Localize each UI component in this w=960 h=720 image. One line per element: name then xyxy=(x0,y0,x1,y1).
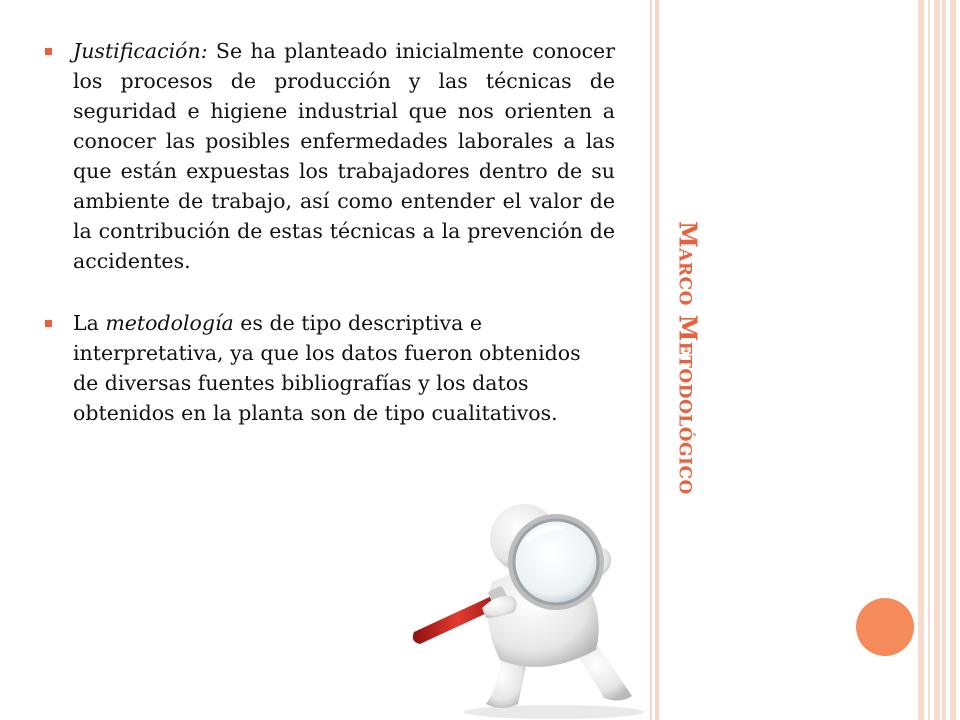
bullet-pre: La xyxy=(73,311,106,335)
edge-stripe-gap xyxy=(946,0,950,720)
edge-stripe-gap xyxy=(940,0,942,720)
divider-stripe xyxy=(655,0,659,720)
decorative-circle xyxy=(856,598,914,656)
slide-title: Marco Metodológico xyxy=(673,221,703,495)
edge-stripe xyxy=(934,0,956,720)
bullet-metodologia xyxy=(40,308,593,428)
bullet-text: Se ha planteado inicialmente conocer los procesos de producción y las técnicas de seguridad e higiene industrial que nos orienten a conocer las posibles enfermedades laborales a las que están expuestas los trabajadores dentro de su ambiente de trabajo, así como entender el valor de la contribución de estas técnicas a la prevención de accidentes. xyxy=(73,39,615,273)
bullet-marker-icon xyxy=(45,48,52,55)
bullet-text: es de tipo descriptiva e interpretativa, ya que los datos fueron obtenidos de diversas fuentes bibliografías y los datos obtenidos en la planta son de tipo cualitativos. xyxy=(73,311,581,425)
title-band xyxy=(660,0,716,720)
bullet-lead: Justificación: xyxy=(73,39,208,63)
slide-content xyxy=(40,36,615,428)
person-with-magnifying-glass-icon xyxy=(384,490,654,720)
bullet-justificacion xyxy=(40,36,615,276)
edge-stripe xyxy=(918,0,924,720)
bullet-emphasis: metodología xyxy=(105,311,234,335)
bullet-marker-icon xyxy=(45,320,52,327)
edge-stripe xyxy=(928,0,930,720)
